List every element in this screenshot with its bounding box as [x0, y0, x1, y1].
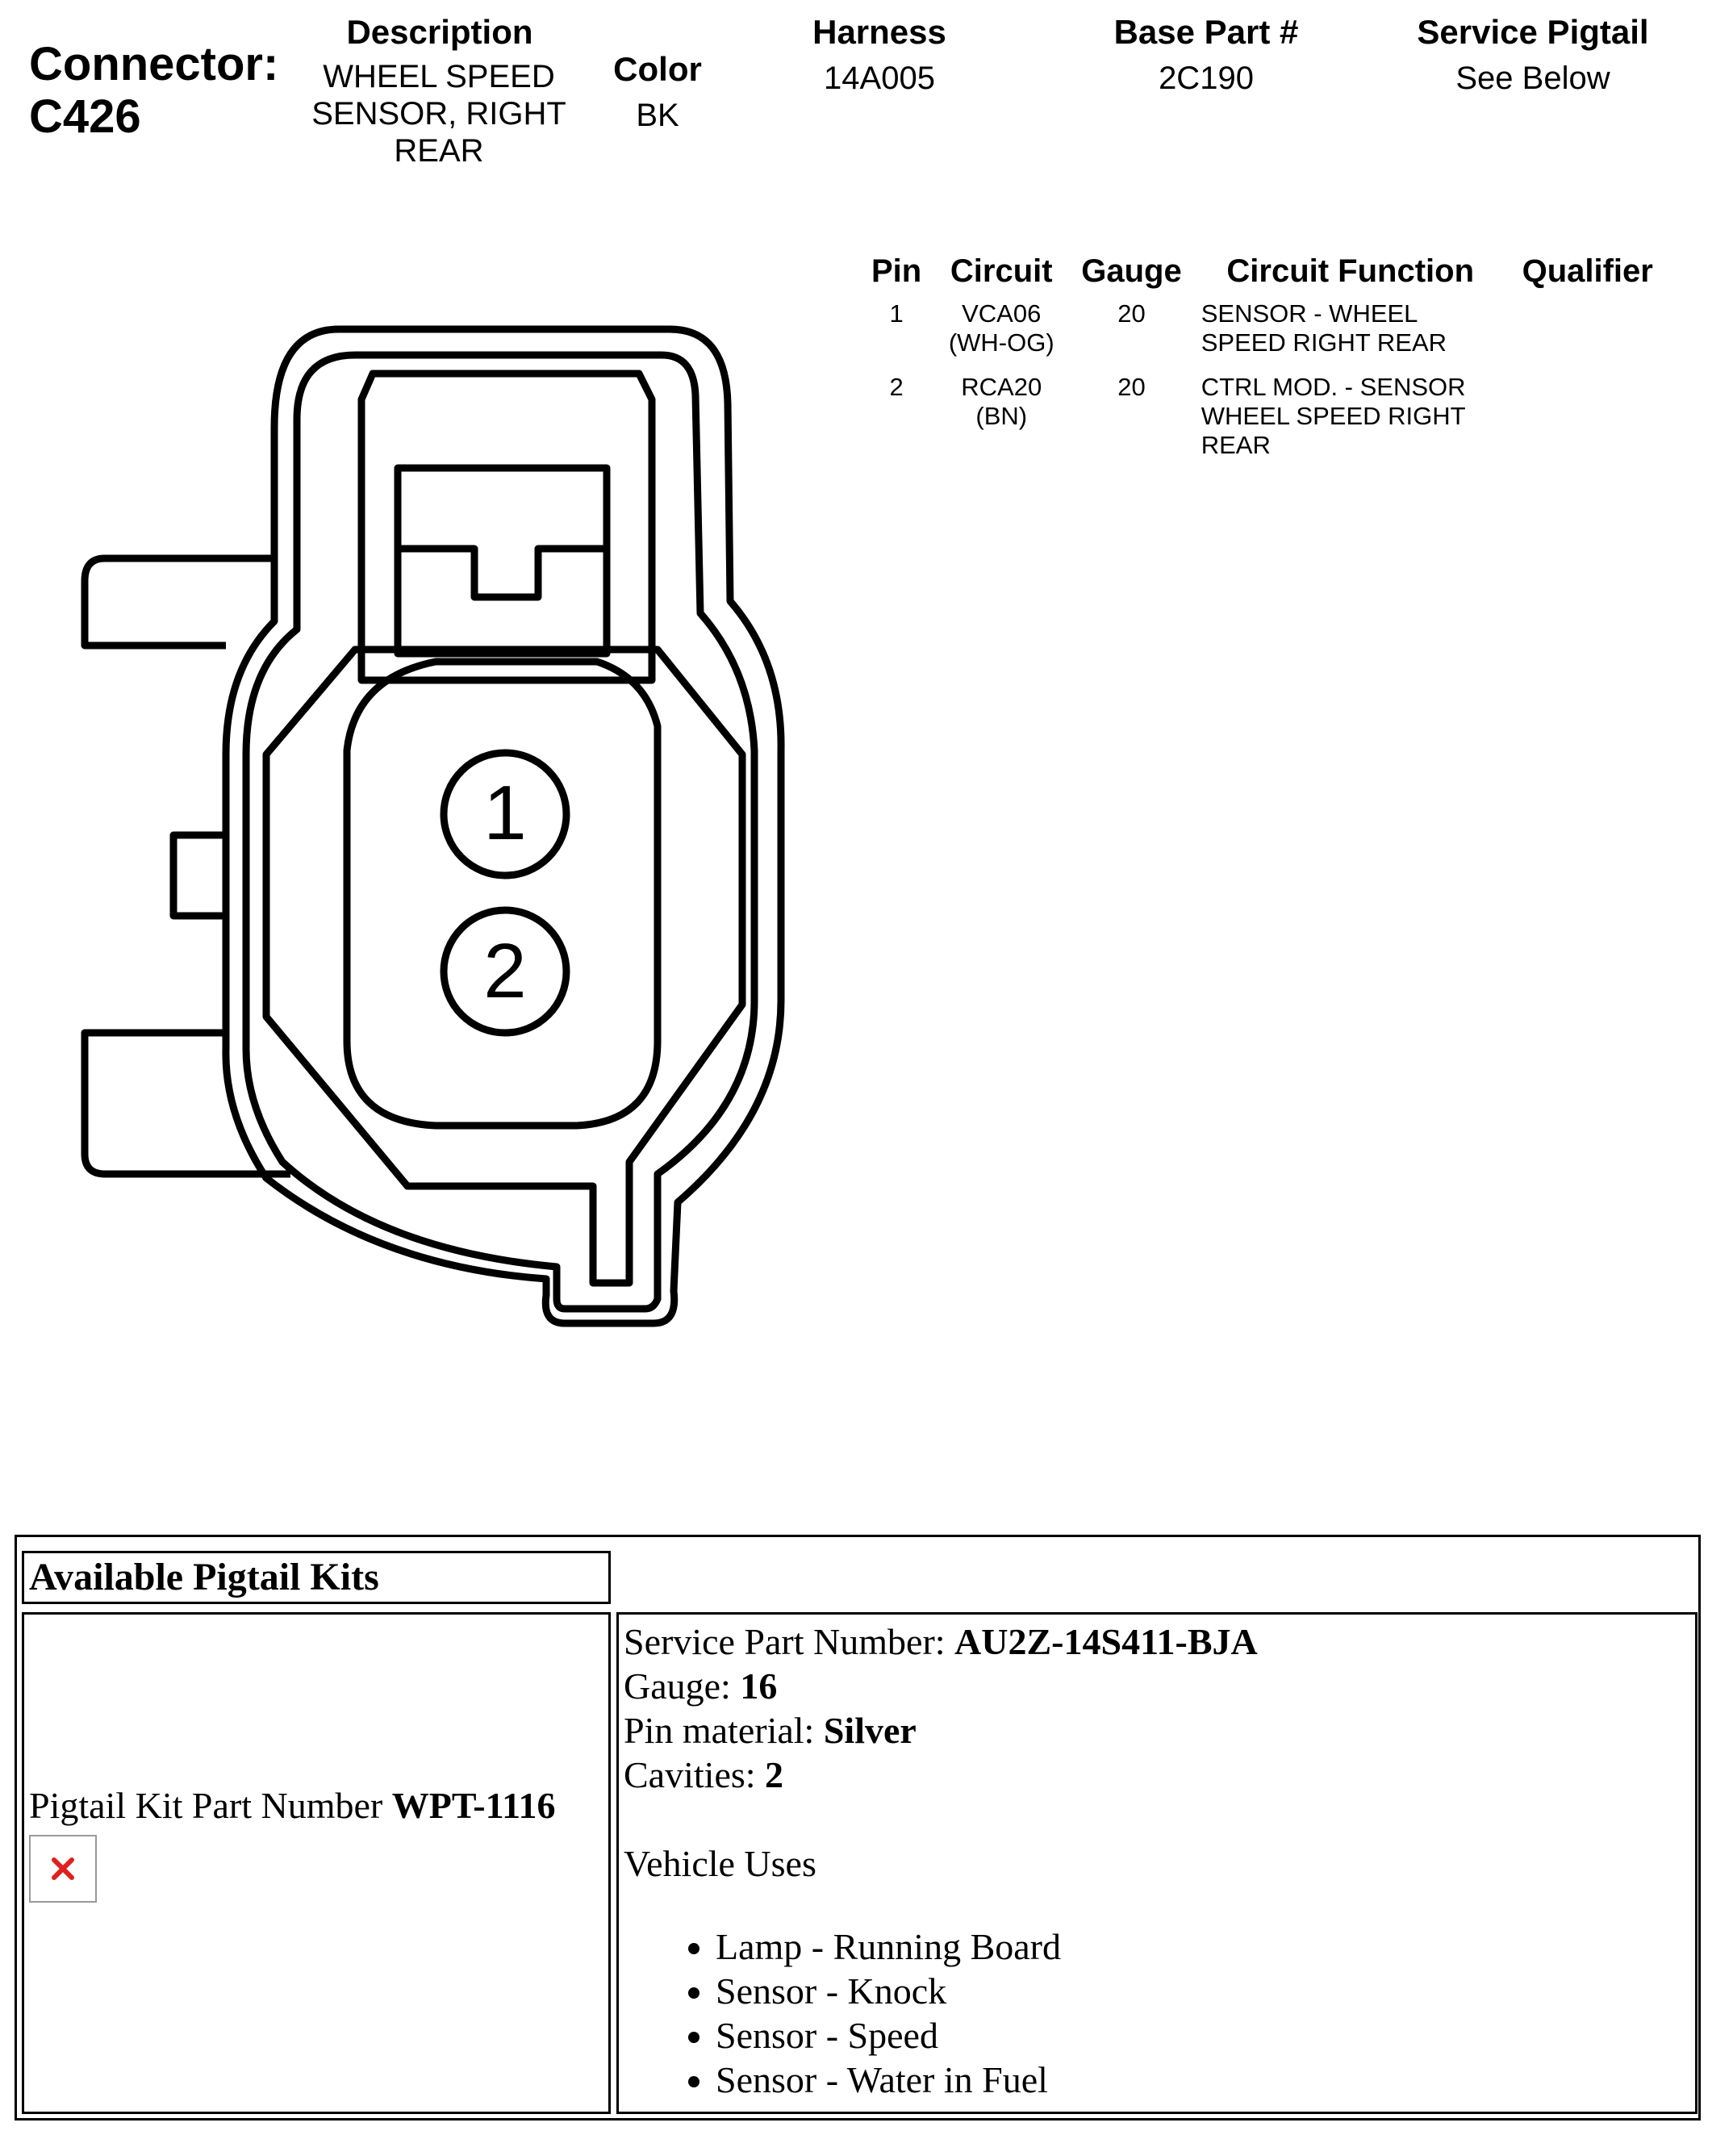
service-part-value: AU2Z-14S411-BJA [954, 1621, 1258, 1662]
list-item: • Sensor - Knock [716, 1969, 1690, 2013]
terminal-cavity [347, 662, 658, 1126]
pigtail-kit-cell [22, 1612, 611, 2114]
pin-table-header-row [862, 247, 1666, 295]
base-part-value: 2C190 [1159, 61, 1254, 96]
color-value: BK [636, 98, 679, 133]
circuit-id: VCA06 (WH-OG) [948, 299, 1054, 357]
pigtail-kits-heading: Available Pigtail Kits [22, 1551, 611, 1604]
connector-id: C426 [29, 90, 141, 143]
pin-1-label: 1 [483, 770, 527, 856]
wire-gauge: 20 [1117, 299, 1146, 328]
cavities-label: Cavities: [624, 1754, 756, 1795]
harness-header: Harness [812, 13, 946, 51]
list-item: • Sensor - Speed [716, 2013, 1690, 2058]
list-item: • Sensor - Water in Fuel [716, 2058, 1690, 2102]
col-gauge: Gauge [1081, 253, 1182, 289]
circuit-id: RCA20 (BN) [961, 373, 1042, 430]
col-qualifier: Qualifier [1522, 253, 1653, 289]
pigtail-kit-details [616, 1612, 1698, 2114]
left-rail-nub [173, 835, 226, 916]
gauge-value: 16 [740, 1665, 778, 1707]
base-part-header: Base Part # [1113, 13, 1299, 51]
service-part-label: Service Part Number: [624, 1621, 946, 1662]
qualifier [1510, 368, 1666, 470]
pin-2-label: 2 [483, 928, 527, 1014]
pin-material-label: Pin material: [624, 1710, 815, 1751]
pigtail-kit-line [29, 1784, 603, 1827]
connector-label: Connector: [29, 38, 279, 90]
col-circuit-function: Circuit Function [1226, 253, 1475, 289]
vehicle-uses-heading: Vehicle Uses [624, 1843, 816, 1884]
list-item: • Lamp - Running Board [716, 1924, 1690, 1969]
pigtail-kit-label: Pigtail Kit Part Number [29, 1785, 383, 1826]
cavities-line [624, 1753, 1690, 1797]
pigtail-kit-number: WPT-1116 [391, 1785, 556, 1826]
gauge-label: Gauge: [624, 1665, 731, 1707]
circuit-function: SENSOR - WHEEL SPEED RIGHT REAR [1201, 299, 1447, 357]
pin-number: 2 [889, 373, 904, 402]
pin-material-value: Silver [823, 1710, 917, 1751]
service-pigtail-header: Service Pigtail [1417, 13, 1649, 51]
table-row [862, 368, 1666, 470]
red-x-icon [49, 1855, 77, 1882]
latch-bar [398, 549, 607, 597]
connector-face-diagram [0, 0, 887, 1372]
pin-material-line [624, 1708, 1690, 1753]
left-rail-top [85, 558, 274, 646]
pin-number: 1 [889, 299, 904, 328]
circuit-function: CTRL MOD. - SENSOR WHEEL SPEED RIGHT REAR [1201, 373, 1466, 459]
service-pigtail-value: See Below [1455, 61, 1610, 96]
cavities-value: 2 [765, 1754, 784, 1795]
service-part-line [624, 1619, 1690, 1664]
harness-value: 14A005 [824, 61, 935, 96]
qualifier [1510, 295, 1666, 368]
color-header: Color [613, 50, 702, 88]
table-row [862, 295, 1666, 368]
left-rail-bottom [85, 1033, 290, 1174]
description-value: WHEEL SPEED SENSOR, RIGHT REAR [311, 59, 566, 169]
description-header: Description [346, 13, 533, 51]
broken-image-icon [29, 1835, 97, 1903]
col-circuit: Circuit [950, 253, 1053, 289]
pin-table [862, 247, 1666, 470]
wire-gauge: 20 [1117, 373, 1146, 402]
vehicle-uses-list [624, 1924, 1690, 2102]
gauge-line [624, 1664, 1690, 1708]
latch-window [398, 468, 607, 654]
col-pin: Pin [871, 253, 922, 289]
